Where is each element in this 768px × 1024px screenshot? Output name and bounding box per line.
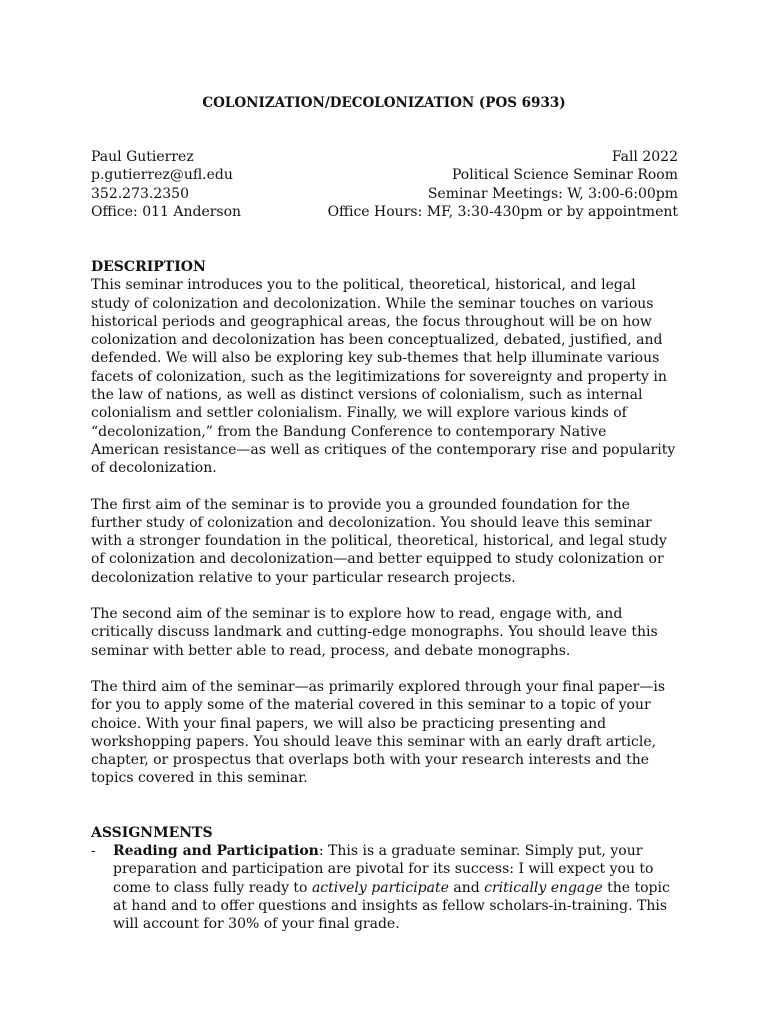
assignment-text-part: : This is a graduate seminar. Simply put, your preparation and participation are pivotal for its success: I will expect you to come to class fully ready to [113, 843, 654, 896]
document-title: COLONIZATION/DECOLONIZATION (POS 6933) [202, 95, 566, 111]
emphasis-text: critically engage [484, 879, 603, 896]
assignment-text-part: and [448, 879, 485, 896]
seminar-meetings: Seminar Meetings: W, 3:00-6:00pm [427, 185, 678, 202]
instructor-name: Paul Gutierrez [91, 149, 194, 165]
description-heading: DESCRIPTION [91, 259, 206, 275]
emphasis-text: actively participate [311, 879, 449, 896]
assignment-text-part: the topic at hand and to offer questions and insights as fellow scholars-in-training. This will account for 30% of your final grade. [113, 879, 670, 933]
instructor-phone: 352.273.2350 [91, 185, 189, 202]
term: Fall 2022 [611, 149, 678, 165]
first-aim-paragraph: The first aim of the seminar is to provide you a grounded foundation for the further study of colonization and decolonization. You should leave this seminar with a stronger foundation in the political, theoretical, historical, and legal study of colonization and decolonization—and better equipped to study colonization or decolonization relative to your particular research projects. [91, 496, 667, 586]
header-row [91, 148, 678, 166]
third-aim-paragraph: The third aim of the seminar—as primarily explored through your final paper—is for you to apply some of the material covered in this seminar to a topic of your choice. With your final papers, we will also be practicing presenting and workshopping papers. You should leave this seminar with an early draft article, chapter, or prospectus that overlaps both with your research interests and the topics covered in this seminar. [91, 678, 666, 787]
instructor-email: p.gutierrez@ufl.edu [91, 167, 233, 184]
header-row [91, 166, 678, 184]
header-row [91, 185, 678, 203]
assignment-item [91, 842, 678, 933]
course-header [91, 148, 678, 221]
description-paragraph: This seminar introduces you to the political, theoretical, historical, and legal study of colonization and decolonization. While the seminar touches on various historical periods and geographical areas, the focus throughout will be on how colonization and decolonization has been conceptualized, debated, justified, and defended. We will also be exploring key sub-themes that help illuminate various facets of colonization, such as the legitimizations for sovereignty and property in the law of nations, as well as distinct versions of colonialism, such as internal colonialism and settler colonialism. Finally, we will explore various kinds of “decolonization,” from the Bandung Conference to contemporary Native American resistance—as well as critiques of the contemporary rise and popularity of decolonization. [91, 277, 676, 477]
seminar-room: Political Science Seminar Room [451, 167, 678, 184]
document-body [91, 258, 678, 934]
second-aim-paragraph: The second aim of the seminar is to explore how to read, engage with, and critically discuss landmark and cutting-edge monographs. You should leave this seminar with better able to read, process, and debate monographs. [91, 606, 658, 659]
header-row [91, 203, 678, 221]
instructor-office: Office: 011 Anderson [91, 203, 242, 220]
office-hours: Office Hours: MF, 3:30-430pm or by appointment [327, 203, 678, 220]
assignment-title: Reading and Participation [113, 843, 319, 860]
assignments-heading: ASSIGNMENTS [91, 824, 213, 841]
bullet-marker: - [91, 843, 96, 860]
assignment-text [113, 842, 678, 933]
